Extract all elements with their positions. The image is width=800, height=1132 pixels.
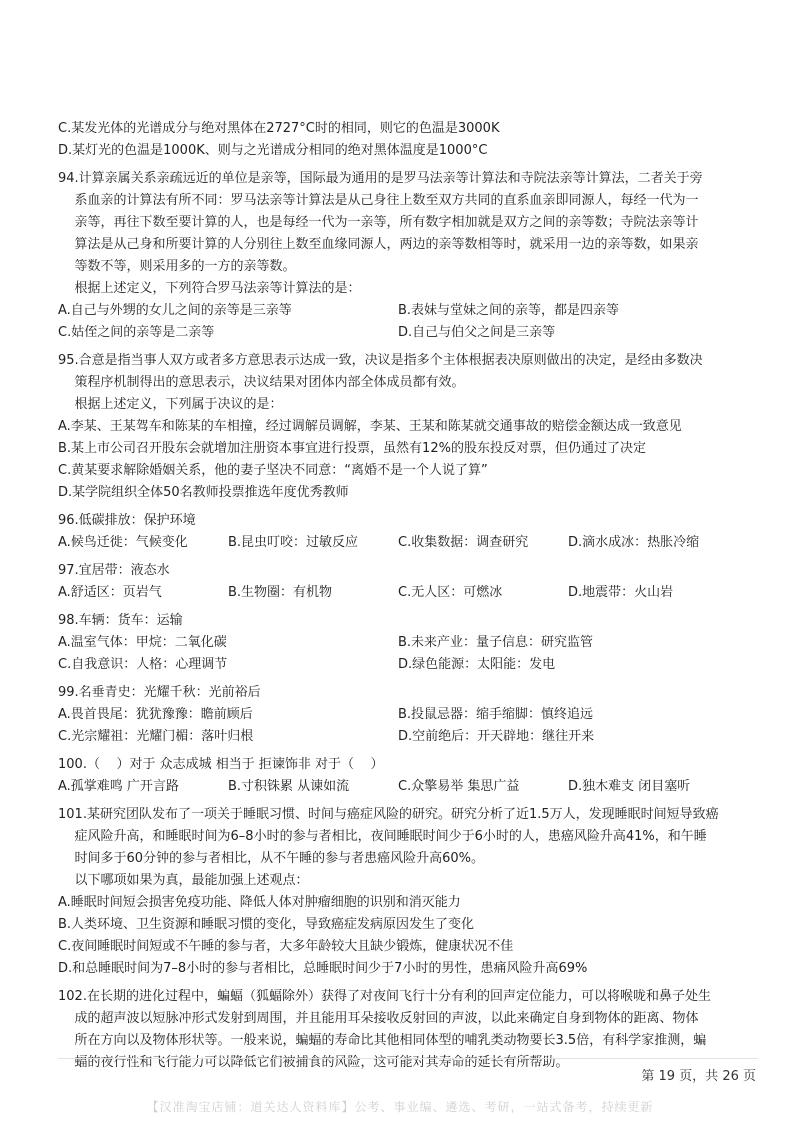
stem: 97.宜居带：液态水: [58, 563, 170, 578]
question-102: [58, 986, 758, 1074]
option-c: C.自我意识：人格：心理调节: [58, 657, 228, 672]
option-c: C.某发光体的光谱成分与绝对黑体在2727°C时的相同，则它的色温是3000K: [58, 121, 500, 136]
option-a: A.李某、王某驾车和陈某的车相撞，经过调解员调解，李某、王某和陈某就交通事故的赔偿金额达成一致意见: [58, 419, 682, 434]
option-d: D.滴水成冰：热胀冷缩: [568, 535, 700, 550]
option-a: A.自己与外甥的女儿之间的亲等是三亲等: [58, 303, 292, 318]
option-d: D.独木难支 闭目塞听: [568, 779, 691, 794]
option-a: A.温室气体：甲烷：二氧化碳: [58, 635, 227, 650]
option-b: B.寸积铢累 从谏如流: [228, 779, 350, 794]
page-number: 第 19 页，共 26 页: [641, 1069, 756, 1084]
stem-line: 等数不等，则采用多的一方的亲等数。: [58, 259, 296, 274]
stem-line: 根据上述定义，下列属于决议的是：: [58, 397, 283, 412]
stem-line: 策程序机制得出的意思表示，决议结果对团体内部全体成员都有效。: [58, 375, 465, 390]
stem: 99.名垂青史：光耀千秋：光前裕后: [58, 685, 261, 700]
question-97: [58, 560, 758, 604]
question-95: [58, 350, 758, 504]
stem: 96.低碳排放：保护环境: [58, 513, 196, 528]
option-d: D.某灯光的色温是1000K、则与之光谱成分相同的绝对黑体温度是1000°C: [58, 143, 488, 158]
option-b: B.投鼠忌器：缩手缩脚：慎终追远: [398, 707, 594, 722]
stem-line: 算法是从己身和所要计算的人分别往上数至血缘同源人，两边的亲等数相等时，就采用一边的亲等数，如果亲: [58, 237, 699, 252]
option-d: D.地震带：火山岩: [568, 585, 674, 600]
stem: 98.车辆：货车：运输: [58, 613, 183, 628]
question-93-tail: [58, 118, 758, 162]
stem-line: 亲等，再往下数至要计算的人，也是每经一代为一亲等，所有数字相加就是双方之间的亲等数；寺院法亲等计: [58, 215, 699, 230]
option-b: B.人类环境、卫生资源和睡眠习惯的变化，导致癌症发病原因发生了变化: [58, 917, 475, 932]
question-98: [58, 610, 758, 676]
stem-line: 根据上述定义，下列符合罗马法亲等计算法的是：: [58, 281, 361, 296]
stem-line: 101.某研究团队发布了一项关于睡眠习惯、时间与癌症风险的研究。研究分析了近1.5万人，发现睡眠时间短导致癌: [58, 807, 719, 822]
page-content: [58, 118, 758, 1080]
option-d: D.空前绝后：开天辟地：继往开来: [398, 729, 595, 744]
option-c: C.姑侄之间的亲等是二亲等: [58, 325, 215, 340]
option-d: D.绿色能源：太阳能：发电: [398, 657, 556, 672]
option-c: C.无人区：可燃冰: [398, 585, 503, 600]
stem-line: 症风险升高，和睡眠时间为6–8小时的参与者相比，夜间睡眠时间少于6小时的人，患癌风险升高41%，和午睡: [58, 829, 707, 844]
option-a: A.孤掌难鸣 广开言路: [58, 779, 179, 794]
option-c: C.夜间睡眠时间短或不午睡的参与者，大多年龄较大且缺少锻炼，健康状况不佳: [58, 939, 514, 954]
option-d: D.某学院组织全体50名教师投票推选年度优秀教师: [58, 485, 349, 500]
stem-line: 成的超声波以短脉冲形式发射到周围，并且能用耳朵接收反射回的声波，以此来确定自身到物体的距离、物体: [58, 1011, 699, 1026]
option-a: A.畏首畏尾：犹犹豫豫：瞻前顾后: [58, 707, 253, 722]
option-c: C.黄某要求解除婚姻关系，他的妻子坚决不同意：“离婚不是一个人说了算”: [58, 463, 488, 478]
option-d: D.和总睡眠时间为7–8小时的参与者相比，总睡眠时间少于7小时的男性，患痛风险升高69%: [58, 961, 588, 976]
question-96: [58, 510, 758, 554]
option-c: C.收集数据：调查研究: [398, 535, 529, 550]
footer-divider: [58, 1058, 758, 1059]
stem: 100.（ ）对于 众志成城 相当于 拒谏饰非 对于（ ）: [58, 757, 384, 772]
option-a: A.舒适区：页岩气: [58, 585, 162, 600]
question-99: [58, 682, 758, 748]
stem-line: 94.计算亲属关系亲疏远近的单位是亲等，国际最为通用的是罗马法亲等计算法和寺院法亲等计算法，二者关于旁: [58, 171, 703, 186]
stem-line: 所在方向以及物体形状等。一般来说，蝙蝠的寿命比其他相同体型的哺乳类动物要长3.5倍，有科学家推测，蝙: [58, 1033, 707, 1048]
watermark-text: 【汉准淘宝店铺：道关达人资料库】公考、事业编、遴选、考研，一站式备考，持续更新: [146, 1100, 654, 1114]
stem-line: 时间多于60分钟的参与者相比，从不午睡的参与者患癌风险升高60%。: [58, 851, 484, 866]
option-d: D.自己与伯父之间是三亲等: [398, 325, 556, 340]
stem-line: 102.在长期的进化过程中，蝙蝠（狐蝠除外）获得了对夜间飞行十分有利的回声定位能力，可以将喉咙和鼻子处生: [58, 989, 711, 1004]
option-b: B.生物圈：有机物: [228, 585, 333, 600]
option-b: B.某上市公司召开股东会就增加注册资本事宜进行投票，虽然有12%的股东投反对票，但仍通过了决定: [58, 441, 646, 456]
question-101: [58, 804, 758, 980]
question-94: [58, 168, 758, 344]
option-a: A.候鸟迁徙：气候变化: [58, 535, 188, 550]
option-a: A.睡眠时间短会损害免疫功能、降低人体对肿瘤细胞的识别和消灭能力: [58, 895, 461, 910]
option-c: C.光宗耀祖：光耀门楣：落叶归根: [58, 729, 254, 744]
option-b: B.昆虫叮咬：过敏反应: [228, 535, 359, 550]
stem-line: 95.合意是指当事人双方或者多方意思表示达成一致，决议是指多个主体根据表决原则做出的决定，是经由多数决: [58, 353, 703, 368]
question-100: [58, 754, 758, 798]
option-c: C.众擎易举 集思广益: [398, 779, 520, 794]
option-b: B.表妹与堂妹之间的亲等，都是四亲等: [398, 303, 620, 318]
stem-line: 以下哪项如果为真，最能加强上述观点：: [58, 873, 309, 888]
option-b: B.未来产业：量子信息：研究监管: [398, 635, 594, 650]
stem-line: 蝠的夜行性和飞行能力可以降低它们被捕食的风险，这可能对其寿命的延长有所帮助。: [58, 1055, 569, 1070]
stem-line: 系血亲的计算法有所不同：罗马法亲等计算法是从己身往上数至双方共同的直系血亲即同源人，每经一代为一: [58, 193, 699, 208]
